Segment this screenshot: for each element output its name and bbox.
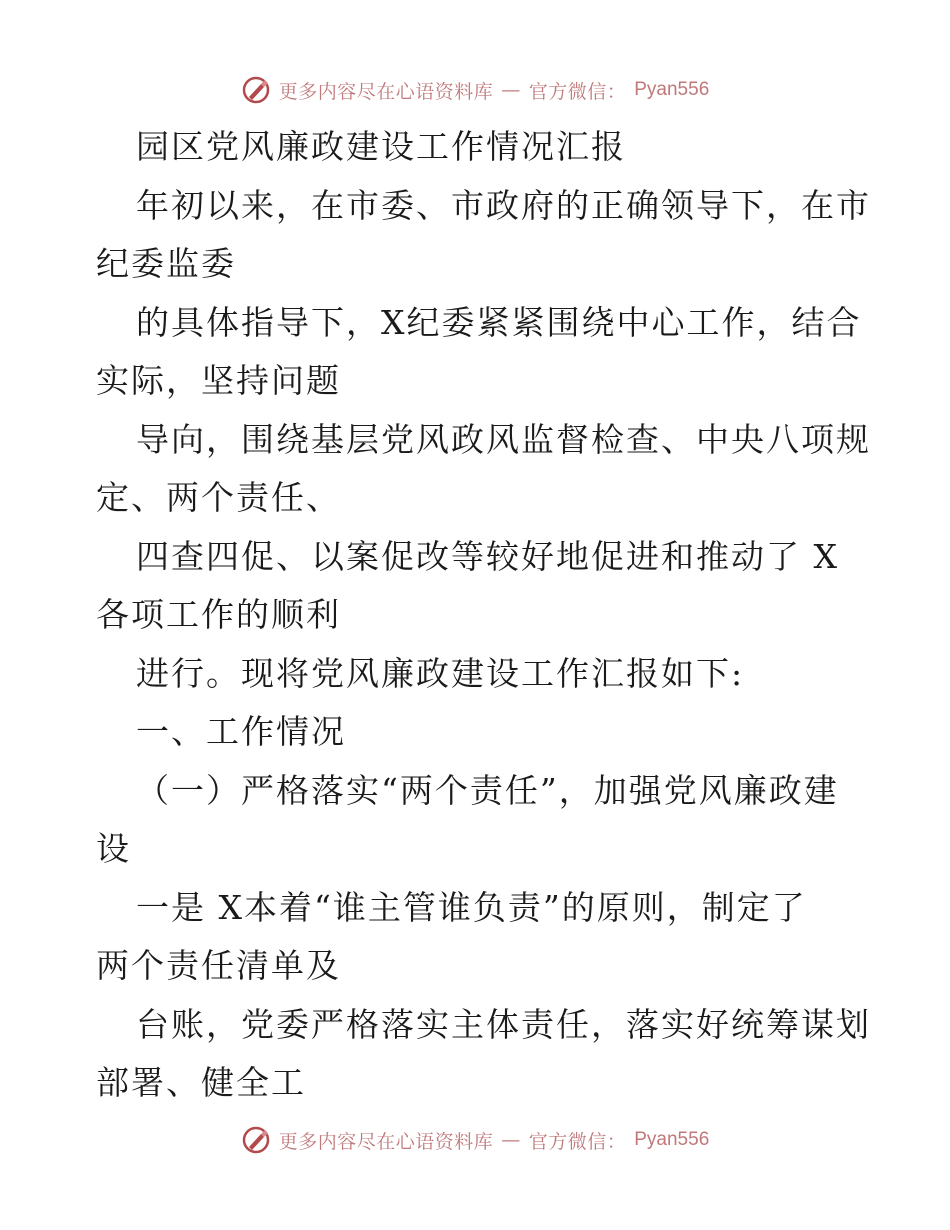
document-body — [0, 118, 950, 1113]
document-line: 年初以来，在市委、市政府的正确领导下，在市 — [136, 185, 871, 225]
watermark-text: 更多内容尽在心语资料库 — [278, 1130, 494, 1153]
watermark-text: 更多内容尽在心语资料库 — [278, 80, 494, 103]
footer-watermark — [0, 1120, 950, 1160]
pen-logo-icon — [241, 75, 271, 105]
document-line: 进行。现将党风廉政建设工作汇报如下: — [136, 653, 745, 693]
document-line: 部署、健全工 — [96, 1063, 306, 1102]
document-line: 一、工作情况 — [136, 712, 346, 751]
watermark-wechat-label: 官方微信： — [528, 1130, 627, 1153]
pen-logo-icon — [241, 1125, 271, 1155]
watermark-wechat-label: 官方微信： — [528, 80, 627, 103]
header-watermark — [0, 70, 950, 110]
document-line: 台账，党委严格落实主体责任，落实好统筹谋划 — [136, 1004, 871, 1044]
document-line: 的具体指导下，X纪委紧紧围绕中心工作，结合 — [136, 302, 862, 342]
document-line: 导向，围绕基层党风政风监督检查、中央八项规 — [136, 419, 871, 459]
document-line: 实际，坚持问题 — [96, 361, 341, 400]
watermark-wechat-id: Pyan556 — [634, 1129, 710, 1150]
document-line: 一是 X本着“谁主管谁负责”的原则，制定了 — [136, 887, 807, 927]
document-line: 纪委监委 — [96, 244, 236, 283]
watermark-wechat-id: Pyan556 — [634, 79, 710, 100]
document-line: 园区党风廉政建设工作情况汇报 — [136, 127, 626, 166]
watermark-dash: — — [501, 79, 521, 101]
document-line: （一）严格落实“两个责任”，加强党风廉政建 — [136, 770, 839, 810]
watermark-dash: — — [501, 1129, 521, 1151]
document-line: 设 — [96, 829, 131, 868]
document-line: 两个责任清单及 — [96, 946, 341, 985]
document-line: 四查四促、以案促改等较好地促进和推动了 X — [136, 536, 839, 576]
document-line: 定、两个责任、 — [96, 478, 341, 517]
document-line: 各项工作的顺利 — [96, 595, 341, 634]
